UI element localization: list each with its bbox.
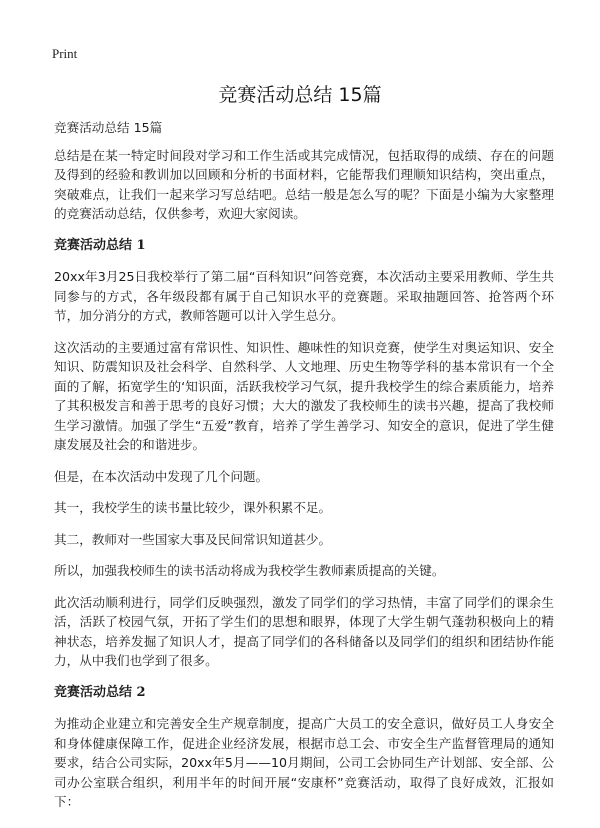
section-heading-2: 竞赛活动总结 2 bbox=[54, 684, 146, 700]
paragraph: 20xx年3月25日我校举行了第二届“百科知识”问答竞赛，本次活动主要采用教师、学生共同参与的方式，各年级段都有属于自己知识水平的竞赛题。采取抽题回答、抢答两个环节，加分消分的方式，教师答题可以计入学生总分。 bbox=[54, 269, 554, 323]
paragraph: 其二，教师对一些国家大事及民间常识知道甚少。 bbox=[54, 531, 332, 547]
paragraph: 但是，在本次活动中发现了几个问题。 bbox=[54, 468, 269, 484]
paragraph: 这次活动的主要通过富有常识性、知识性、趣味性的知识竞赛，使学生对奥运知识、安全知识、防震知识及社会科学、自然科学、人文地理、历史生物等学科的基本常识有一个全面的了解，拓宽学生的‘知识面，活跃我校学习气氛，提升我校学生的综合素质能力，培养了其积极发言和善于思考的良好习惯；大大的激发了我校师生的读书兴趣，提高了我校师生学习激情。加强了学生“五爱”教育，培养了学生善学习、知安全的意识，促进了学生健康发展及社会的和谐进步。 bbox=[54, 339, 554, 452]
paragraph: 其一，我校学生的读书量比较少，课外积累不足。 bbox=[54, 500, 332, 515]
document-body bbox=[54, 118, 554, 824]
paragraph: 为推动企业建立和完善安全生产规章制度，提高广大员工的安全意识，做好员工人身安全和身体健康保障工作，促进企业经济发展，根据市总工会、市安全生产监督管理局的通知要求，结合公司实际，20xx年5月——10月期间，公司工会协同生产计划部、安全部、公司办公室联合组织，利用半年的时间开展“安康杯”竞赛活动，取得了良好成效，汇报如下： bbox=[54, 716, 554, 809]
paragraph: 所以，加强我校师生的读书活动将成为我校学生教师素质提高的关键。 bbox=[54, 563, 445, 578]
document-subtitle: 竞赛活动总结 15篇 bbox=[54, 120, 163, 135]
intro-paragraph: 总结是在某一特定时间段对学习和工作生活或其完成情况，包括取得的成绩、存在的问题及得到的经验和教训加以回顾和分析的书面材料，它能帮我们理顺知识结构，突出重点，突破难点，让我们一起来学习写总结吧。总结一般是怎么写的呢？下面是小编为大家整理的竞赛活动总结，仅供参考，欢迎大家阅读。 bbox=[54, 147, 554, 221]
print-label[interactable]: Print bbox=[52, 46, 78, 61]
section-heading-1: 竞赛活动总结 1 bbox=[54, 237, 146, 253]
document-title: 竞赛活动总结 15篇 bbox=[218, 84, 382, 106]
paragraph: 此次活动顺利进行，同学们反映强烈，激发了同学们的学习热情，丰富了同学们的课余生活，活跃了校园气氛，开拓了学生们的思想和眼界，体现了大学生朝气蓬勃积极向上的精神状态，培养发掘了知识人才，提高了同学们的各科储备以及同学们的组织和团结协作能力，从中我们也学到了很多。 bbox=[54, 594, 554, 668]
